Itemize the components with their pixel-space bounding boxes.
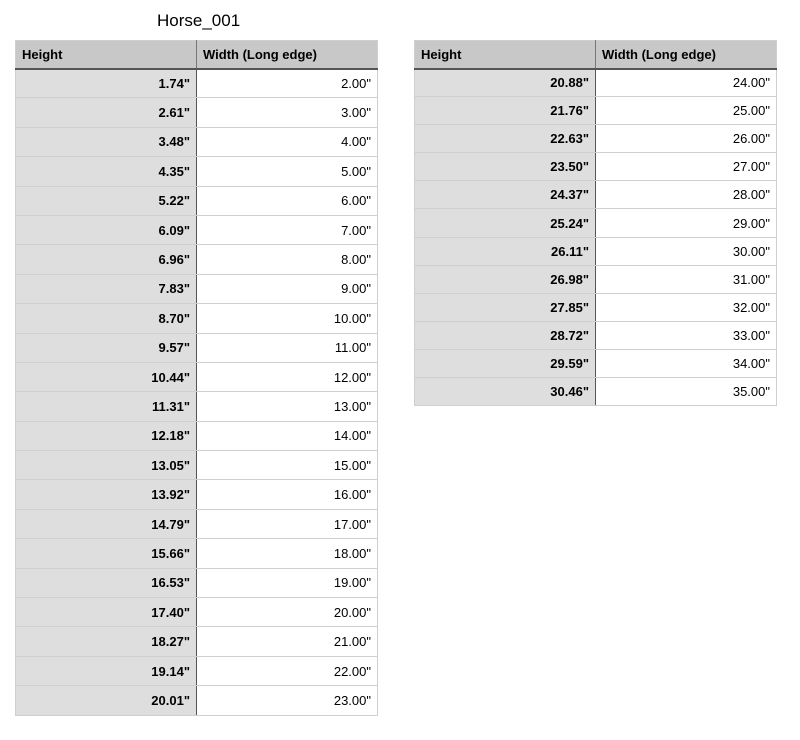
- height-cell[interactable]: 5.22": [16, 186, 197, 215]
- table-row: [16, 509, 378, 538]
- table-row: [16, 480, 378, 509]
- table-row: [16, 539, 378, 568]
- height-cell[interactable]: 16.53": [16, 568, 197, 597]
- table-row: [16, 215, 378, 244]
- width-cell[interactable]: 2.00": [197, 69, 378, 98]
- height-cell[interactable]: 21.76": [415, 97, 596, 125]
- table-row: [16, 274, 378, 303]
- width-cell[interactable]: 23.00": [197, 686, 378, 715]
- width-cell[interactable]: 14.00": [197, 421, 378, 450]
- table-row: [415, 97, 777, 125]
- height-cell[interactable]: 1.74": [16, 69, 197, 98]
- table-row: [16, 598, 378, 627]
- width-cell[interactable]: 25.00": [596, 97, 777, 125]
- width-cell[interactable]: 9.00": [197, 274, 378, 303]
- width-cell[interactable]: 19.00": [197, 568, 378, 597]
- width-cell[interactable]: 3.00": [197, 98, 378, 127]
- height-cell[interactable]: 14.79": [16, 509, 197, 538]
- width-cell[interactable]: 15.00": [197, 451, 378, 480]
- height-cell[interactable]: 13.05": [16, 451, 197, 480]
- table-row: [16, 333, 378, 362]
- table-row: [415, 209, 777, 237]
- height-cell[interactable]: 15.66": [16, 539, 197, 568]
- height-cell[interactable]: 20.88": [415, 69, 596, 97]
- width-cell[interactable]: 32.00": [596, 293, 777, 321]
- height-cell[interactable]: 10.44": [16, 362, 197, 391]
- height-cell[interactable]: 26.98": [415, 265, 596, 293]
- width-cell[interactable]: 11.00": [197, 333, 378, 362]
- height-cell[interactable]: 12.18": [16, 421, 197, 450]
- table-row: [16, 157, 378, 186]
- height-cell[interactable]: 4.35": [16, 157, 197, 186]
- header-row: [415, 41, 777, 69]
- width-cell[interactable]: 20.00": [197, 598, 378, 627]
- size-table-left: [15, 40, 378, 716]
- width-cell[interactable]: 27.00": [596, 153, 777, 181]
- table-row: [16, 656, 378, 685]
- width-cell[interactable]: 30.00": [596, 237, 777, 265]
- table-row: [415, 181, 777, 209]
- width-cell[interactable]: 13.00": [197, 392, 378, 421]
- table-row: [16, 627, 378, 656]
- table-row: [415, 125, 777, 153]
- height-column-header[interactable]: Height: [16, 41, 197, 69]
- width-cell[interactable]: 35.00": [596, 378, 777, 406]
- height-cell[interactable]: 22.63": [415, 125, 596, 153]
- width-cell[interactable]: 21.00": [197, 627, 378, 656]
- width-cell[interactable]: 10.00": [197, 304, 378, 333]
- width-cell[interactable]: 22.00": [197, 656, 378, 685]
- height-cell[interactable]: 19.14": [16, 656, 197, 685]
- height-cell[interactable]: 24.37": [415, 181, 596, 209]
- height-cell[interactable]: 13.92": [16, 480, 197, 509]
- table-row: [415, 265, 777, 293]
- height-cell[interactable]: 30.46": [415, 378, 596, 406]
- width-cell[interactable]: 17.00": [197, 509, 378, 538]
- width-cell[interactable]: 26.00": [596, 125, 777, 153]
- width-cell[interactable]: 5.00": [197, 157, 378, 186]
- width-cell[interactable]: 8.00": [197, 245, 378, 274]
- table-row: [415, 237, 777, 265]
- width-cell[interactable]: 34.00": [596, 349, 777, 377]
- table-row: [16, 245, 378, 274]
- width-cell[interactable]: 29.00": [596, 209, 777, 237]
- height-cell[interactable]: 3.48": [16, 127, 197, 156]
- table-row: [16, 98, 378, 127]
- table-row: [415, 293, 777, 321]
- height-cell[interactable]: 9.57": [16, 333, 197, 362]
- width-column-header[interactable]: Width (Long edge): [197, 41, 378, 69]
- height-cell[interactable]: 29.59": [415, 349, 596, 377]
- table-row: [16, 686, 378, 715]
- width-cell[interactable]: 31.00": [596, 265, 777, 293]
- table-row: [16, 186, 378, 215]
- height-cell[interactable]: 7.83": [16, 274, 197, 303]
- height-cell[interactable]: 6.96": [16, 245, 197, 274]
- width-cell[interactable]: 33.00": [596, 321, 777, 349]
- width-cell[interactable]: 6.00": [197, 186, 378, 215]
- width-cell[interactable]: 4.00": [197, 127, 378, 156]
- width-cell[interactable]: 12.00": [197, 362, 378, 391]
- header-row: [16, 41, 378, 69]
- table-row: [16, 69, 378, 98]
- table-row: [16, 362, 378, 391]
- width-cell[interactable]: 7.00": [197, 215, 378, 244]
- table-row: [415, 378, 777, 406]
- width-cell[interactable]: 18.00": [197, 539, 378, 568]
- table-row: [415, 321, 777, 349]
- height-column-header[interactable]: Height: [415, 41, 596, 69]
- table-row: [16, 568, 378, 597]
- table-row: [16, 451, 378, 480]
- width-cell[interactable]: 16.00": [197, 480, 378, 509]
- table-row: [415, 153, 777, 181]
- table-row: [16, 421, 378, 450]
- table-row: [415, 349, 777, 377]
- height-cell[interactable]: 20.01": [16, 686, 197, 715]
- width-column-header[interactable]: Width (Long edge): [596, 41, 777, 69]
- table-row: [16, 127, 378, 156]
- height-cell[interactable]: 6.09": [16, 215, 197, 244]
- height-cell[interactable]: 11.31": [16, 392, 197, 421]
- height-cell[interactable]: 2.61": [16, 98, 197, 127]
- height-cell[interactable]: 27.85": [415, 293, 596, 321]
- width-cell[interactable]: 24.00": [596, 69, 777, 97]
- height-cell[interactable]: 23.50": [415, 153, 596, 181]
- table-row: [16, 304, 378, 333]
- height-cell[interactable]: 28.72": [415, 321, 596, 349]
- table-row: [16, 392, 378, 421]
- height-cell[interactable]: 18.27": [16, 627, 197, 656]
- height-cell[interactable]: 17.40": [16, 598, 197, 627]
- size-table-right: [414, 40, 777, 406]
- height-cell[interactable]: 25.24": [415, 209, 596, 237]
- table-row: [415, 69, 777, 97]
- height-cell[interactable]: 26.11": [415, 237, 596, 265]
- document-title: Horse_001: [157, 11, 241, 30]
- width-cell[interactable]: 28.00": [596, 181, 777, 209]
- height-cell[interactable]: 8.70": [16, 304, 197, 333]
